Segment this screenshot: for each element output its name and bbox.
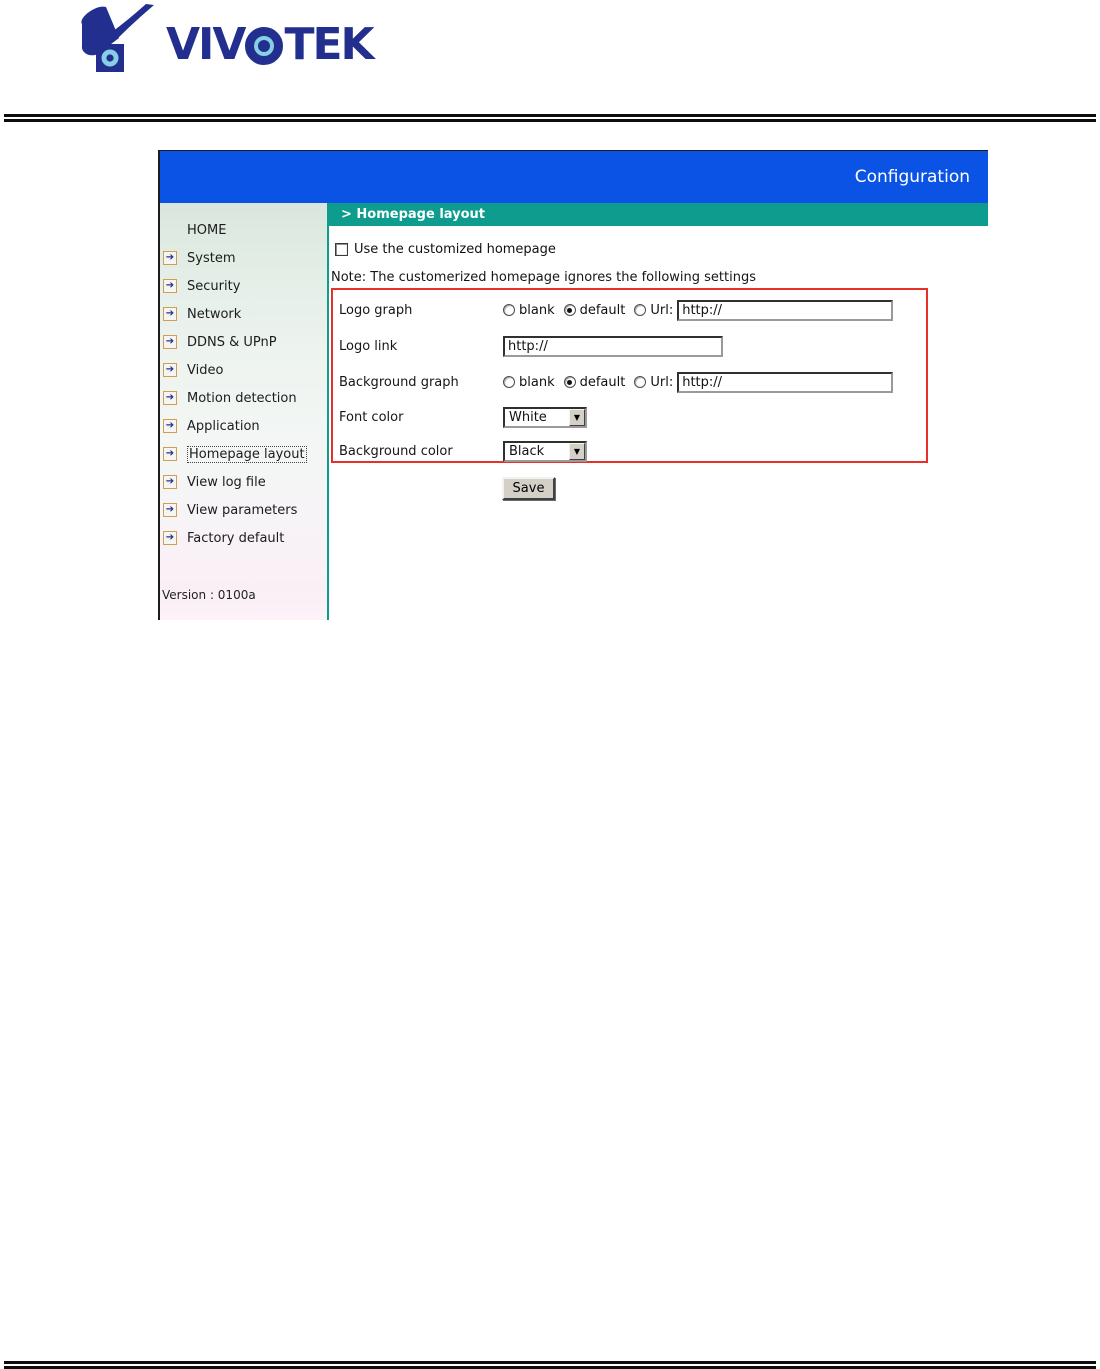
arrow-right-icon: ➔ — [163, 363, 177, 377]
arrow-right-icon: ➔ — [163, 475, 177, 489]
brand-text-right: TEK — [284, 19, 373, 70]
sidebar-item-view-log-file[interactable] — [160, 468, 327, 496]
homepage-layout-form — [329, 226, 988, 620]
arrow-right-icon: ➔ — [163, 251, 177, 265]
sidebar-item-label: Video — [187, 362, 224, 378]
radio-icon — [503, 376, 515, 388]
background-graph-controls — [503, 372, 893, 393]
field-label: Font color — [339, 409, 404, 425]
form-row-background-color — [339, 440, 922, 462]
radio-icon — [503, 304, 515, 316]
logo-graph-url-input[interactable] — [677, 300, 893, 321]
sidebar-item-security[interactable] — [160, 272, 327, 300]
logo-graph-radio-blank[interactable] — [503, 303, 555, 318]
radio-checked-icon — [564, 376, 576, 388]
background-graph-url-input[interactable] — [677, 372, 893, 393]
radio-checked-icon — [564, 304, 576, 316]
arrow-right-icon: ➔ — [163, 531, 177, 545]
sidebar-item-application[interactable] — [160, 412, 327, 440]
radio-icon — [634, 304, 646, 316]
checkbox-label: Use the customized homepage — [354, 242, 556, 257]
sidebar — [160, 203, 329, 620]
background-color-select[interactable] — [503, 441, 587, 462]
sidebar-item-ddns-upnp[interactable] — [160, 328, 327, 356]
brand-wordmark — [166, 19, 373, 74]
breadcrumb-bar — [329, 203, 988, 226]
sidebar-item-video[interactable] — [160, 356, 327, 384]
vivotek-logo — [70, 2, 373, 74]
sidebar-item-label: View log file — [187, 474, 266, 490]
logo-graph-controls — [503, 300, 893, 321]
radio-label: blank — [519, 374, 555, 390]
sidebar-item-label: Motion detection — [187, 390, 297, 406]
use-customized-homepage-option[interactable] — [335, 242, 556, 257]
sidebar-item-label: DDNS & UPnP — [187, 334, 277, 350]
breadcrumb: > Homepage layout — [341, 207, 486, 222]
brand-text-left: VIV — [166, 19, 245, 70]
sidebar-item-home[interactable] — [160, 216, 327, 244]
radio-label: blank — [519, 302, 555, 318]
arrow-right-icon: ➔ — [163, 279, 177, 293]
sidebar-item-view-parameters[interactable] — [160, 496, 327, 524]
background-graph-radio-url[interactable] — [634, 375, 673, 390]
chevron-down-icon: ▼ — [569, 443, 585, 460]
sidebar-item-factory-default[interactable] — [160, 524, 327, 552]
top-divider-line-1 — [4, 114, 1096, 117]
sidebar-item-label: View parameters — [187, 502, 298, 518]
sidebar-item-motion-detection[interactable] — [160, 384, 327, 412]
logo-graph-radio-url[interactable] — [634, 303, 673, 318]
arrow-right-icon: ➔ — [163, 307, 177, 321]
field-label: Background color — [339, 443, 453, 459]
font-color-select[interactable] — [503, 407, 587, 428]
font-color-controls — [503, 407, 587, 428]
top-divider-line-2 — [4, 119, 1096, 122]
radio-label: default — [579, 374, 626, 390]
sidebar-item-label-active: Homepage layout — [189, 446, 305, 462]
arrow-right-icon: ➔ — [163, 391, 177, 405]
sidebar-item-label: Application — [187, 418, 260, 434]
field-label: Logo link — [339, 338, 398, 354]
camera-logo-icon — [70, 4, 158, 74]
arrow-right-icon: ➔ — [163, 335, 177, 349]
background-graph-radio-default[interactable] — [564, 375, 626, 390]
select-value: Black — [509, 443, 545, 459]
form-row-logo-graph — [339, 299, 922, 321]
note-text: Note: The customerized homepage ignores the following settings — [331, 270, 756, 285]
logo-graph-radio-default[interactable] — [564, 303, 626, 318]
arrow-right-icon: ➔ — [163, 503, 177, 517]
sidebar-item-system[interactable] — [160, 244, 327, 272]
form-row-logo-link — [339, 335, 922, 357]
window-header-bar — [160, 151, 988, 203]
field-label: Background graph — [339, 374, 459, 390]
configuration-window — [158, 150, 988, 620]
radio-label: default — [579, 302, 626, 318]
sidebar-item-label: System — [187, 250, 236, 266]
form-row-font-color — [339, 406, 922, 428]
radio-label: Url: — [650, 302, 674, 318]
brand-o-rings-icon — [245, 27, 283, 65]
logo-link-controls — [503, 336, 723, 357]
arrow-right-icon: ➔ — [163, 447, 177, 461]
main-panel — [329, 203, 988, 620]
window-title: Configuration — [854, 167, 970, 187]
bottom-divider-line-1 — [4, 1361, 1096, 1364]
logo-link-input[interactable] — [503, 336, 723, 357]
chevron-down-icon: ▼ — [569, 409, 585, 426]
settings-highlight-box — [331, 288, 928, 463]
radio-label: Url: — [650, 374, 674, 390]
sidebar-item-homepage-layout[interactable] — [160, 440, 327, 468]
window-body — [160, 203, 988, 620]
field-label: Logo graph — [339, 302, 413, 318]
radio-icon — [634, 376, 646, 388]
sidebar-item-label: Network — [187, 306, 242, 322]
sidebar-item-label: Security — [187, 278, 241, 294]
arrow-right-icon: ➔ — [163, 419, 177, 433]
background-graph-radio-blank[interactable] — [503, 375, 555, 390]
save-button[interactable]: Save — [502, 477, 555, 500]
form-row-background-graph — [339, 371, 922, 393]
sidebar-item-label: HOME — [187, 222, 227, 238]
sidebar-menu — [160, 203, 327, 552]
firmware-version-text: Version : 0100a — [162, 588, 256, 602]
background-color-controls — [503, 441, 587, 462]
select-value: White — [509, 409, 547, 425]
sidebar-item-network[interactable] — [160, 300, 327, 328]
sidebar-item-label: Factory default — [187, 530, 285, 546]
checkbox-icon — [335, 243, 348, 256]
